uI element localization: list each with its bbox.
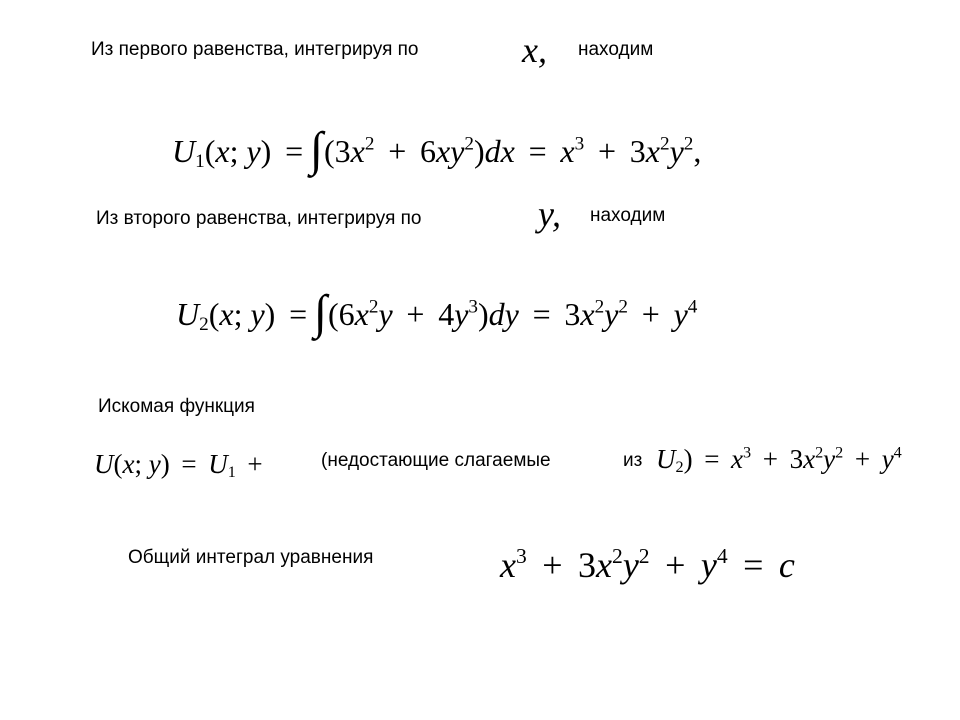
label-missing-terms: (недостающие слагаемые (321, 450, 551, 471)
paragraph-integrate-by-x: Из первого равенства, интегрируя по (91, 39, 419, 60)
label-from: из (623, 450, 643, 471)
formula-u2-missing: $U_2) = x^3 + 3x^2y^2 + y^4$ (656, 443, 902, 477)
formula-u-partial: U(x; $y) = U_1$ + (94, 449, 263, 482)
label-found-2: находим (590, 205, 666, 226)
formula-u1: $U_1(x$; $y) = \int(3x^2 + 6xy^2)dx = x^3 + 3x^2y^2$, (172, 122, 702, 176)
label-sought-function: Искомая функция (98, 396, 255, 417)
formula-general-integral: $x^3 + 3x^2y^2 + y^4 = c$ (500, 543, 795, 585)
label-general-integral: Общий интеграл уравнения (128, 547, 374, 568)
variable-x: x, (522, 30, 547, 70)
formula-u2: $U_2(x$; $y) = \int(6x^2y + 4y^3)dy = 3x^2y^2 + y^4$ (176, 285, 698, 339)
paragraph-integrate-by-y: Из второго равенства, интегрируя по (96, 208, 422, 229)
variable-y: y, (538, 194, 561, 234)
label-found-1: находим (578, 39, 654, 60)
